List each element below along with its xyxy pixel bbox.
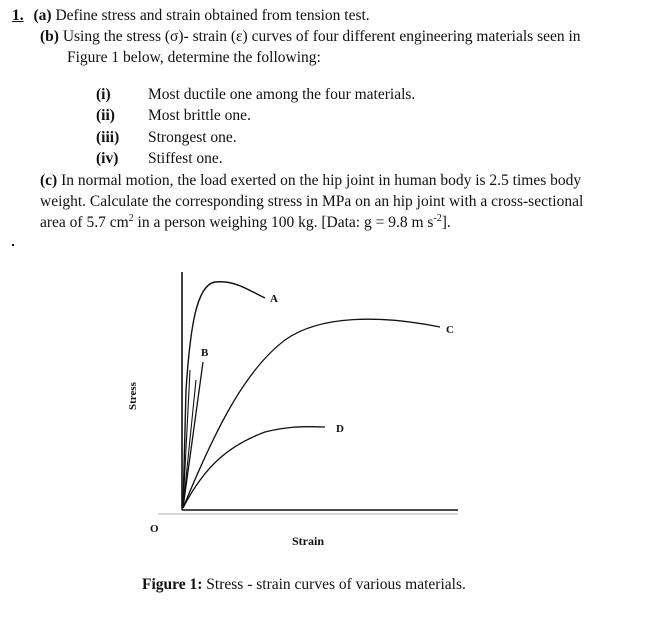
caption-text: Stress - strain curves of various materials. bbox=[202, 576, 466, 593]
item-text-3: Strongest one. bbox=[148, 129, 237, 146]
part-c-line3-post: ]. bbox=[441, 214, 451, 231]
y-axis-label: Stress bbox=[127, 382, 139, 410]
label-a: A bbox=[270, 293, 278, 305]
item-roman-4: (iv) bbox=[96, 150, 119, 167]
label-b: B bbox=[201, 347, 209, 359]
part-b-label: (b) bbox=[40, 28, 59, 45]
curve-d bbox=[183, 427, 325, 508]
item-text-1: Most ductile one among the four materials. bbox=[148, 86, 416, 103]
label-d: D bbox=[336, 423, 344, 435]
part-c-line2: weight. Calculate the corresponding stress in MPa on an hip joint with a cross-sectional bbox=[40, 193, 584, 210]
caption-label: Figure 1: bbox=[142, 576, 203, 593]
part-c-sup2: -2 bbox=[433, 212, 442, 224]
x-axis-label: Strain bbox=[292, 534, 325, 548]
part-a-label: (a) bbox=[33, 7, 52, 24]
part-a-text: Define stress and strain obtained from tension test. bbox=[55, 7, 370, 24]
part-c-text1: In normal motion, the load exerted on the hip joint in human body is 2.5 times body bbox=[61, 172, 582, 189]
item-roman-2: (ii) bbox=[96, 107, 115, 124]
figure-caption bbox=[142, 576, 466, 594]
part-c-line3-mid: in a person weighing 100 kg. [Data: g = 9.8 m s bbox=[133, 214, 434, 231]
part-c-label: (c) bbox=[40, 172, 58, 189]
item-roman-3: (iii) bbox=[96, 129, 120, 146]
part-b-line2: Figure 1 below, determine the following: bbox=[67, 49, 321, 66]
curve-c bbox=[183, 319, 440, 508]
part-b-text: Using the stress (σ)- strain (ε) curves of four different engineering materials seen in bbox=[62, 28, 581, 45]
item-text-2: Most brittle one. bbox=[148, 107, 251, 124]
part-c-line3-pre: area of 5.7 cm bbox=[40, 214, 129, 231]
curve-a bbox=[183, 282, 265, 508]
part-c-sup1: 2 bbox=[128, 212, 134, 224]
item-text-4: Stiffest one. bbox=[148, 150, 223, 167]
label-c: C bbox=[446, 324, 454, 336]
item-roman-1: (i) bbox=[96, 86, 111, 103]
origin-label: O bbox=[150, 523, 159, 535]
question-number: 1. bbox=[12, 7, 24, 24]
